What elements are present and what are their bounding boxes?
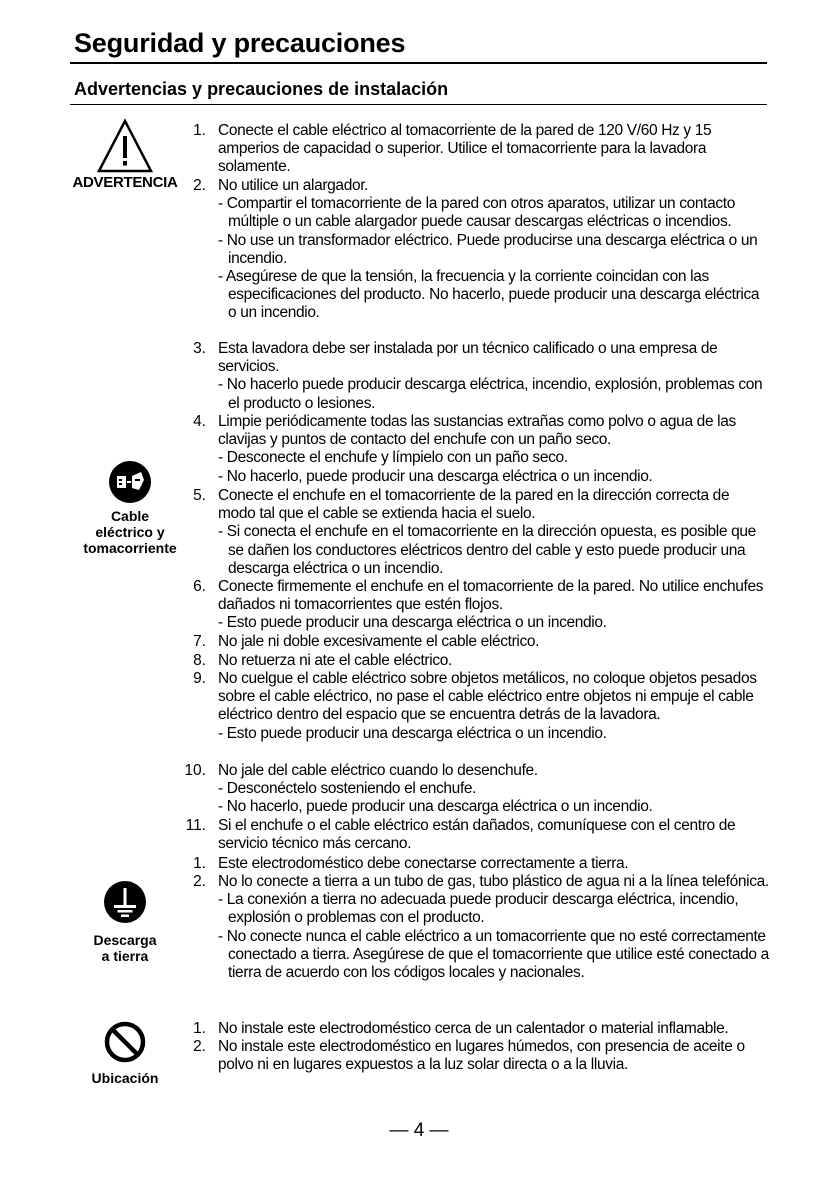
item-text: No utilice un alargador. xyxy=(218,177,369,194)
list-item xyxy=(218,652,770,670)
item-number: 11. xyxy=(185,817,206,834)
page-title: Seguridad y precauciones xyxy=(74,28,406,58)
list-item xyxy=(218,855,770,873)
ground-label-1: Descarga xyxy=(93,932,157,948)
page-number: — 4 — xyxy=(389,1120,449,1141)
ground-icon xyxy=(103,880,147,924)
item-subpoint: - Esto puede producir una descarga eléctrica o un incendio. xyxy=(218,724,607,742)
item-subpoint: - No conecte nunca el cable eléctrico a un tomacorriente que no esté correctamente conectado a tierra. Asegúrese de que el tomacorriente que utilice esté conectado a tierra de acuerdo con los códigos locales y nacionales. xyxy=(218,927,769,982)
subtitle-rule xyxy=(70,104,767,105)
list-item xyxy=(218,340,770,413)
item-text: Si el enchufe o el cable eléctrico están dañados, comuníquese con el centro de servicio técnico más cercano. xyxy=(218,817,736,853)
list-item xyxy=(218,413,770,486)
list-item xyxy=(218,633,770,651)
item-number: 10. xyxy=(184,762,206,779)
item-subpoint: - No use un transformador eléctrico. Puede producirse una descarga eléctrica o un incendio. xyxy=(218,231,758,267)
item-number: 9. xyxy=(193,670,206,687)
item-text: No lo conecte a tierra a un tubo de gas, tubo plástico de agua ni a la línea telefónica. xyxy=(218,873,769,890)
warning-triangle-icon xyxy=(96,118,154,174)
ground-label-2: a tierra xyxy=(101,948,149,964)
location-block xyxy=(70,1020,180,1086)
item-text: No jale ni doble excesivamente el cable eléctrico. xyxy=(218,633,540,650)
list-item xyxy=(218,670,770,743)
prohibited-icon xyxy=(103,1020,147,1064)
item-text: Esta lavadora debe ser instalada por un técnico calificado o una empresa de servicios. xyxy=(218,340,718,376)
item-subpoint: - Desconecte el enchufe y límpielo con un paño seco. xyxy=(218,449,568,467)
item-subpoint: - No hacerlo puede producir descarga eléctrica, incendio, explosión, problemas con el producto o lesiones. xyxy=(218,376,763,412)
section-subtitle: Advertencias y precauciones de instalación xyxy=(74,79,449,99)
item-number: 8. xyxy=(193,652,206,669)
list-item xyxy=(218,817,770,853)
item-number: 7. xyxy=(193,633,206,650)
list-item xyxy=(218,1038,770,1074)
plug-block xyxy=(75,460,185,556)
list-item xyxy=(218,873,770,982)
item-number: 6. xyxy=(193,578,206,595)
plug-label-3: tomacorriente xyxy=(83,540,177,556)
item-text: No instale este electrodoméstico en lugares húmedos, con presencia de aceite o polvo ni en lugares expuestos a la luz solar directa o a la lluvia. xyxy=(218,1038,745,1074)
item-number: 2. xyxy=(193,1038,206,1055)
list-item xyxy=(218,177,770,323)
item-subpoint: - No hacerlo, puede producir una descarga eléctrica o un incendio. xyxy=(218,798,653,816)
item-text: Limpie periódicamente todas las sustancias extrañas como polvo o agua de las clavijas y puntos de contacto del enchufe con un paño seco. xyxy=(218,413,736,449)
item-number: 1. xyxy=(193,1020,206,1037)
item-subpoint: - Compartir el tomacorriente de la pared con otros aparatos, utilizar un contacto múltiple o un cable alargador puede causar descargas eléctricas o incendios. xyxy=(218,195,736,231)
item-text: No jale del cable eléctrico cuando lo desenchufe. xyxy=(218,762,538,779)
location-label: Ubicación xyxy=(91,1070,159,1086)
list-item xyxy=(218,1020,770,1038)
warning-label: ADVERTENCIA xyxy=(72,174,178,191)
item-number: 1. xyxy=(193,855,206,872)
item-number: 3. xyxy=(193,340,206,357)
list-item xyxy=(218,122,770,177)
item-subpoint: - Desconéctelo sosteniendo el enchufe. xyxy=(218,780,477,798)
item-text: No instale este electrodoméstico cerca de un calentador o material inflamable. xyxy=(218,1020,729,1037)
unplug-icon xyxy=(108,460,152,504)
item-subpoint: - Esto puede producir una descarga eléctrica o un incendio. xyxy=(218,614,607,632)
item-text: Conecte el cable eléctrico al tomacorriente de la pared de 120 V/60 Hz y 15 amperios de capacidad o superior. Utilice el tomacorriente para la lavadora solamente. xyxy=(218,122,712,176)
item-number: 2. xyxy=(193,873,206,890)
title-rule xyxy=(70,62,767,64)
warning-block xyxy=(70,118,180,191)
item-subpoint: - La conexión a tierra no adecuada puede producir descarga eléctrica, incendio, explosión o problemas con el producto. xyxy=(218,891,739,927)
item-number: 2. xyxy=(193,177,206,194)
item-number: 4. xyxy=(193,413,206,430)
item-text: Conecte el enchufe en el tomacorriente de la pared en la dirección correcta de modo tal que el cable se extienda hacia el suelo. xyxy=(218,487,730,523)
list-item xyxy=(218,762,770,817)
item-subpoint: - No hacerlo, puede producir una descarga eléctrica o un incendio. xyxy=(218,467,653,485)
plug-label-1: Cable xyxy=(110,508,150,524)
item-subpoint: - Asegúrese de que la tensión, la frecuencia y la corriente coincidan con las especificaciones del producto. No hacerlo, puede producir una descarga eléctrica o un incendio. xyxy=(218,268,760,322)
item-number: 5. xyxy=(193,487,206,504)
item-number: 1. xyxy=(193,122,206,139)
list-item xyxy=(218,487,770,578)
item-text: Este electrodoméstico debe conectarse correctamente a tierra. xyxy=(218,855,629,872)
list-item xyxy=(218,578,770,633)
item-text: No retuerza ni ate el cable eléctrico. xyxy=(218,652,452,669)
item-subpoint: - Si conecta el enchufe en el tomacorriente en la dirección opuesta, es posible que se dañen los conductores eléctricos dentro del cable y esto puede producir una descarga eléctrica o un incendio. xyxy=(218,523,756,577)
ground-block xyxy=(70,880,180,964)
item-text: Conecte firmemente el enchufe en el tomacorriente de la pared. No utilice enchufes dañados ni tomacorrientes que estén flojos. xyxy=(218,578,764,614)
item-text: No cuelgue el cable eléctrico sobre objetos metálicos, no coloque objetos pesados sobre el cable eléctrico, no pase el cable eléctrico entre objetos ni empuje el cable eléctrico dentro del espacio que se encuentra detrás de la lavadora. xyxy=(218,670,757,724)
plug-label-2: eléctrico y xyxy=(95,524,165,540)
